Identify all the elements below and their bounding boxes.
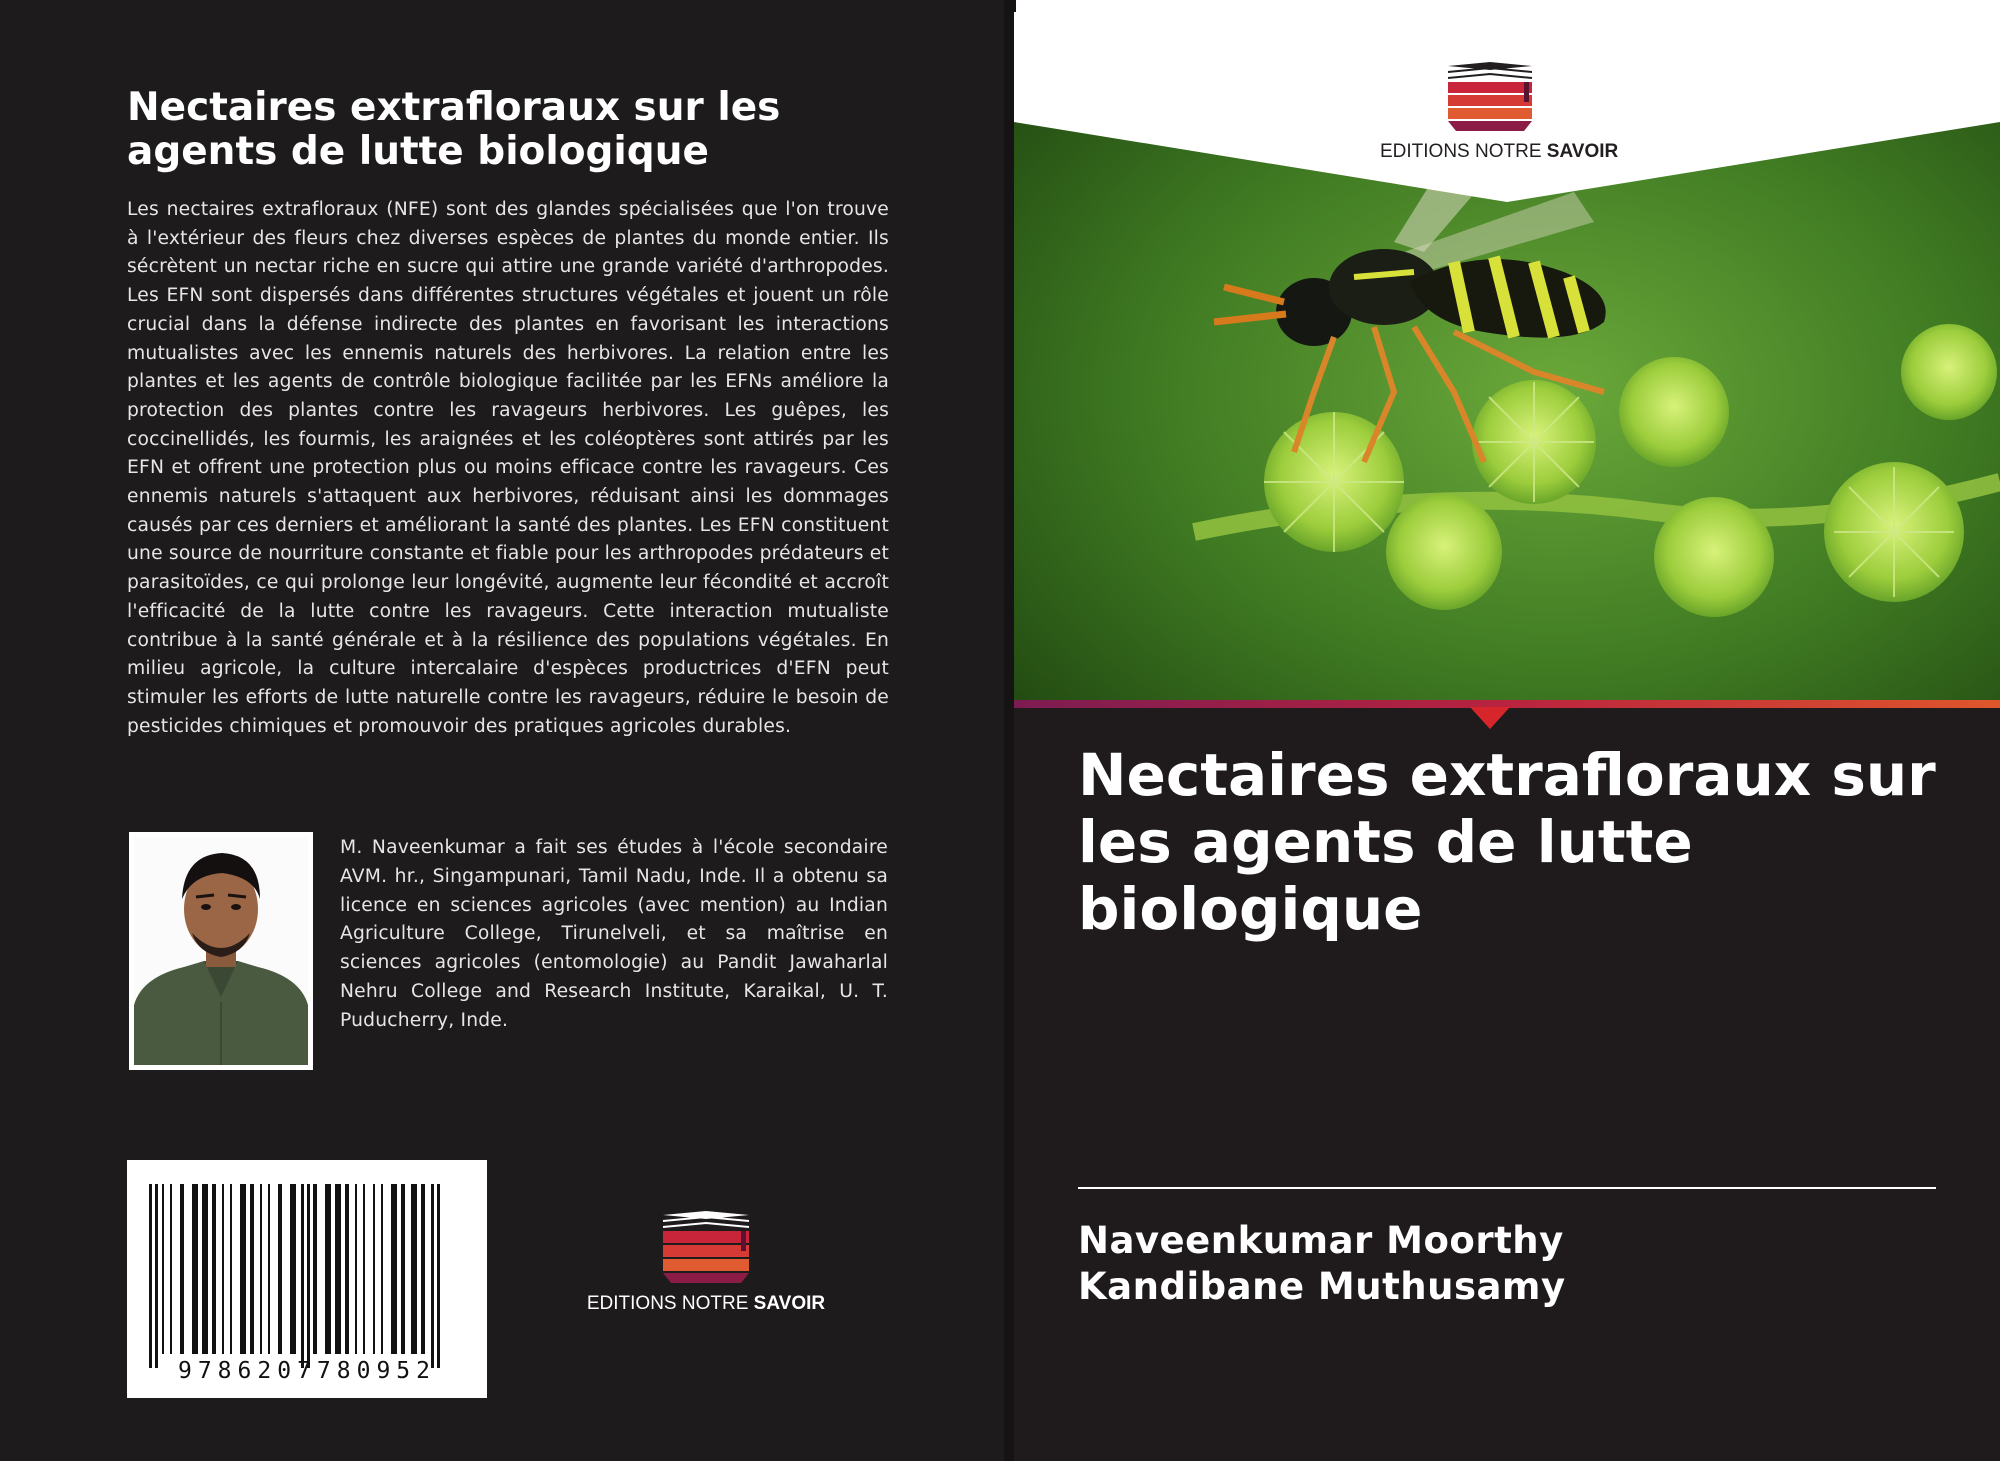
author-list — [1078, 1218, 1978, 1310]
barcode-bar — [401, 1184, 405, 1354]
book-stack-icon — [657, 1211, 755, 1287]
publisher-name-suffix: SAVOIR — [1546, 141, 1619, 162]
back-cover-blurb: Les nectaires extrafloraux (NFE) sont des glandes spécialisées que l'on trouve à l'extérieur des fleurs chez diverses espèces de plantes du monde entier. Ils sécrètent un nectar riche en sucre qui attire une grande variété d'arthropodes. Les EFN sont dispersés dans différentes structures végétales et jouent un rôle crucial dans la défense indirecte des plantes en favorisant les interactions mutualistes avec les ennemis naturels des herbivores. La relation entre les plantes et les agents de contrôle biologique facilitée par les EFNs améliore la protection des plantes contre les ravageurs herbivores. Les guêpes, les coccinellidés, les fourmis, les araignées et les coléoptères sont attirés par les EFN et offrent une protection plus ou moins efficace contre les ravageurs. Ces ennemis naturels s'attaquent aux herbivores, réduisant ainsi les dommages causés par ces derniers et améliorant la santé des plantes. Les EFN constituent une source de nourriture constante et fiable pour les arthropodes prédateurs et parasitoïdes, ce qui prolonge leur longévité, augmente leur fécondité et accroît l'efficacité de la lutte contre les ravageurs. Cette interaction mutualiste contribue à la santé générale et à la résilience des populations végétales. En milieu agricole, la culture intercalaire d'espèces productrices d'EFN peut stimuler les efforts de lutte naturelle contre les ravageurs, réduire le besoin de pesticides chimiques et promouvoir des pratiques agricoles durables. — [127, 199, 889, 737]
barcode-bar — [431, 1184, 434, 1368]
front-publisher-logo — [1380, 62, 1619, 172]
accent-notch — [1470, 707, 1510, 729]
isbn-number: 9786207780952 — [177, 1358, 436, 1384]
author-portrait-image — [134, 837, 308, 1065]
front-cover-title: Nectaires extrafloraux sur les agents de lutte biologique — [1078, 741, 1936, 943]
barcode-bar — [325, 1184, 331, 1354]
author-photo — [129, 832, 313, 1070]
barcode-bar — [290, 1184, 296, 1354]
barcode-bar — [260, 1184, 262, 1354]
back-publisher-name — [586, 1293, 826, 1315]
barcode-bar — [250, 1184, 254, 1354]
barcode-bar — [268, 1184, 270, 1354]
barcode-bar — [363, 1184, 365, 1354]
barcode-bar — [155, 1184, 158, 1368]
barcode-bar — [192, 1184, 198, 1354]
publisher-name-suffix: SAVOIR — [753, 1293, 826, 1314]
barcode-bar — [313, 1184, 317, 1354]
barcode-bar — [391, 1184, 397, 1354]
barcode-bar — [421, 1184, 425, 1354]
barcode-bar — [301, 1184, 304, 1368]
barcode-bar — [335, 1184, 341, 1354]
barcode-bar — [202, 1184, 208, 1354]
barcode-bar — [437, 1184, 440, 1368]
barcode-bar — [345, 1184, 349, 1354]
barcode-bar — [307, 1184, 310, 1368]
book-stack-icon — [1442, 62, 1538, 134]
barcode-bar — [373, 1184, 375, 1354]
back-publisher-logo — [586, 1205, 826, 1315]
publisher-name-prefix: EDITIONS NOTRE — [586, 1293, 749, 1314]
barcode-bar — [381, 1184, 383, 1354]
publisher-name-prefix: EDITIONS NOTRE — [1380, 141, 1542, 162]
barcode-bar — [212, 1184, 216, 1354]
author-divider — [1078, 1187, 1936, 1189]
barcode-bar — [230, 1184, 232, 1354]
barcode-bar — [411, 1184, 417, 1354]
barcode-bar — [170, 1184, 172, 1354]
front-publisher-name — [1380, 141, 1619, 163]
barcode-bar — [278, 1184, 282, 1354]
barcode-bar — [355, 1184, 357, 1354]
back-cover-title: Nectaires extrafloraux sur les agents de lutte biologique — [127, 85, 781, 174]
author-biography: M. Naveenkumar a fait ses études à l'école secondaire AVM. hr., Singampunari, Tamil Nadu, Inde. Il a obtenu sa licence en sciences agricoles (avec mention) au Indian Agriculture College, Tirunelveli, et sa maîtrise en sciences agricoles (entomologie) au Pandit Jawaharlal Nehru College and Research Institute, Karaikal, U. T. Puducherry, Inde. — [340, 837, 888, 1031]
barcode-bar — [162, 1184, 164, 1354]
isbn-barcode — [127, 1160, 487, 1398]
barcode-bar — [240, 1184, 246, 1354]
author-name: Naveenkumar Moorthy — [1078, 1219, 1564, 1262]
barcode-bar — [222, 1184, 224, 1354]
barcode-bar — [180, 1184, 184, 1354]
author-name: Kandibane Muthusamy — [1078, 1265, 1566, 1308]
barcode-bar — [149, 1184, 152, 1368]
